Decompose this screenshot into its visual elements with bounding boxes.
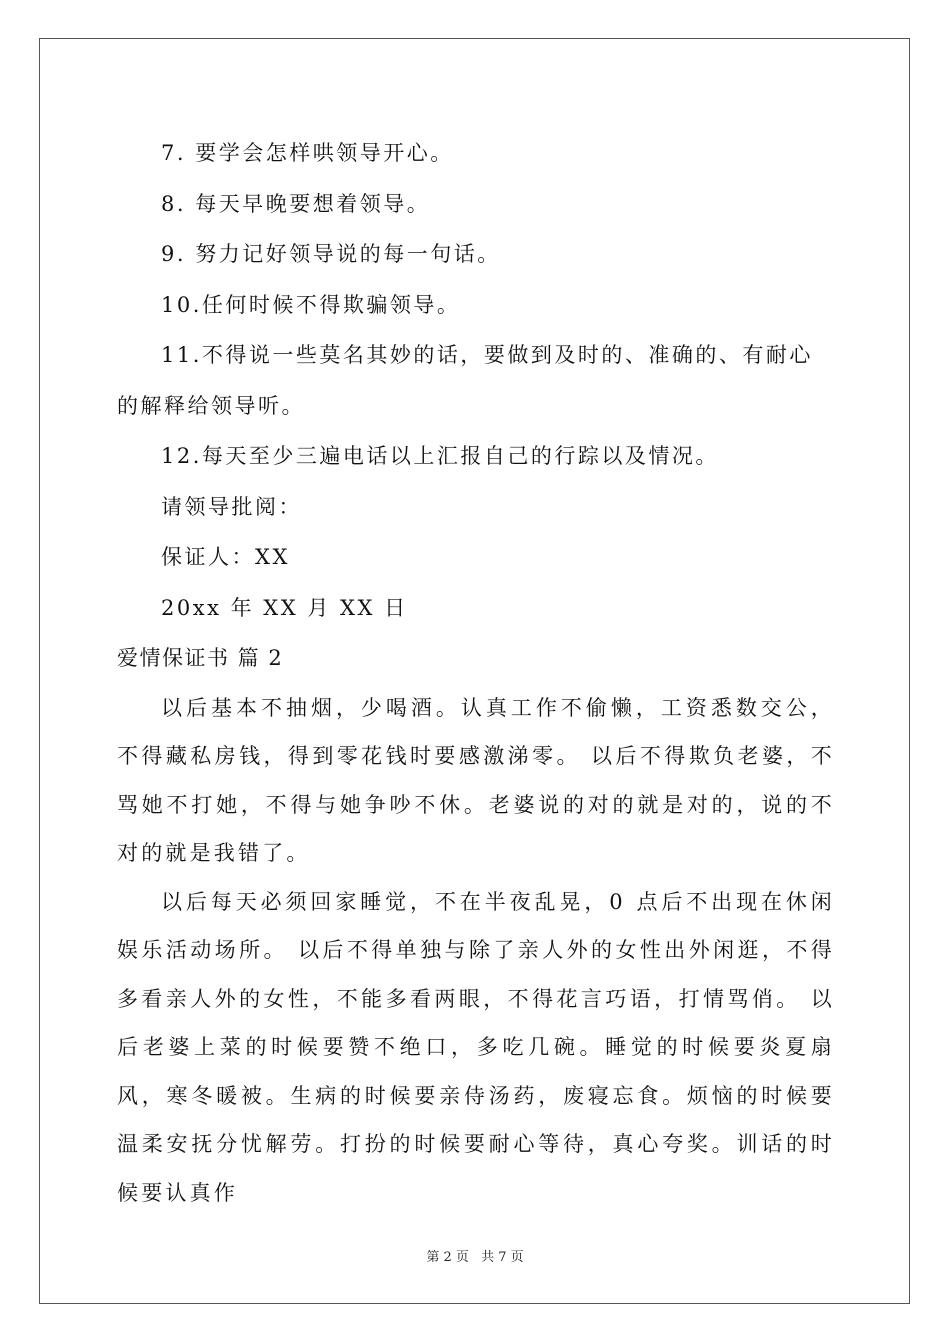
paragraph-2: 以后每天必须回家睡觉，不在半夜乱晃，0 点后不出现在休闲娱乐活动场所。 以后不得单独与除了亲人外的女性出外闲逛，不得多看亲人外的女性，不能多看两眼，不得花言巧语，打情骂俏。 以后老婆上菜的时候要赞不绝口，多吃几碗。睡觉的时候要炎夏扇风，寒冬暖被。生病的时候要亲侍汤药，废寝忘食。烦恼的时候要温柔安抚分忧解劳。打扮的时候要耐心等待，真心夸奖。训话的时候要认真作 — [117, 889, 835, 1205]
guarantor-line: 保证人：XX — [161, 545, 290, 569]
list-item-8: 8. 每天早晚要想着领导。 — [161, 191, 431, 216]
section-heading: 爱情保证书 篇 2 — [117, 646, 284, 670]
page-footer — [0, 1246, 950, 1265]
list-item-12: 12.每天至少三遍电话以上汇报自己的行踪以及情况。 — [161, 444, 719, 468]
page-number: 第 2 页 — [426, 1250, 469, 1265]
list-item-11-line1: 11.不得说一些莫名其妙的话，要做到及时的、准确的、有耐心 — [161, 343, 813, 367]
approval-line: 请领导批阅： — [161, 494, 302, 519]
paragraph-1: 以后基本不抽烟，少喝酒。认真工作不偷懒，工资悉数交公，不得藏私房钱，得到零花钱时要感激涕零。 以后不得欺负老婆，不骂她不打她，不得与她争吵不休。老婆说的对的就是对的，说的不对的就是我错了。 — [117, 695, 835, 865]
list-item-7: 7. 要学会怎样哄领导开心。 — [161, 141, 454, 165]
document-body — [117, 128, 835, 1217]
list-item-9: 9. 努力记好领导说的每一句话。 — [161, 242, 501, 266]
list-item-11-line2: 的解释给领导听。 — [117, 393, 305, 418]
page-total: 共 7 页 — [481, 1250, 524, 1265]
list-item-10: 10.任何时候不得欺骗领导。 — [161, 292, 461, 317]
date-line: 20xx 年 XX 月 XX 日 — [161, 595, 408, 620]
